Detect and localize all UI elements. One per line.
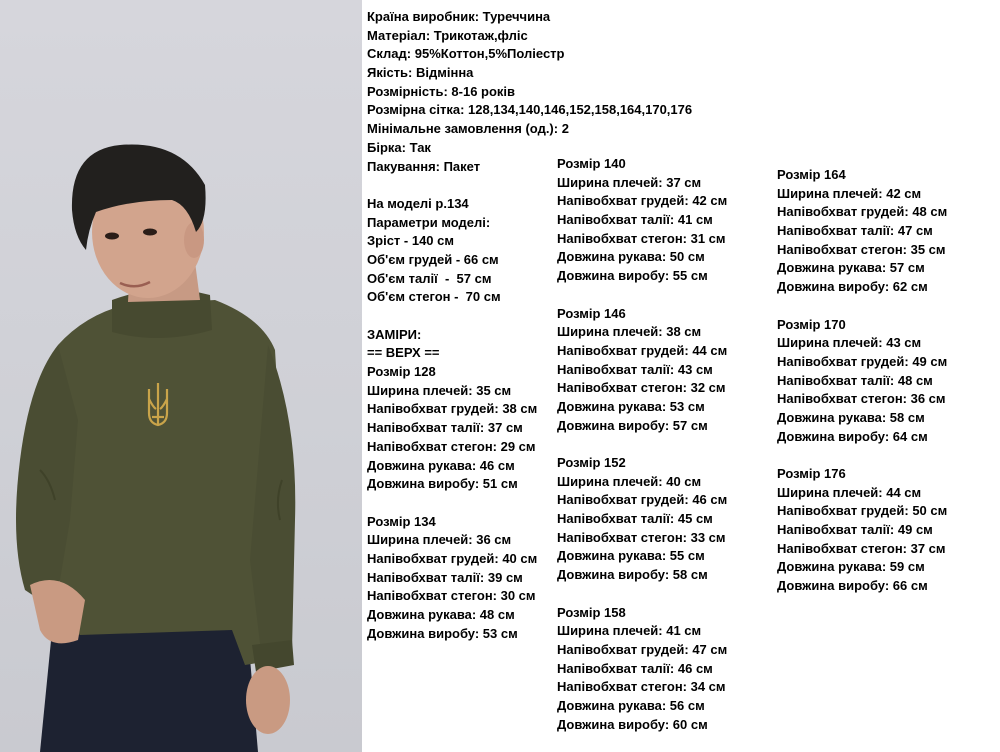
size-line: Ширина плечей: 41 см	[557, 623, 702, 639]
size-line: Напівобхват грудей: 46 см	[557, 492, 728, 508]
size-line: Ширина плечей: 44 см	[777, 484, 922, 500]
size-line: Напівобхват талії: 46 см	[557, 660, 713, 676]
measurements-section: == ВЕРХ ==	[367, 345, 440, 361]
size-line: Напівобхват грудей: 47 см	[557, 641, 728, 657]
size-line: Напівобхват стегон: 30 см	[367, 588, 536, 604]
size-block-158	[557, 604, 727, 735]
size-block-164	[777, 166, 947, 297]
size-line: Довжина виробу: 51 см	[367, 476, 518, 492]
size-line: Довжина виробу: 62 см	[777, 279, 928, 295]
size-line: Напівобхват стегон: 35 см	[777, 241, 946, 257]
size-line: Довжина рукава: 58 см	[777, 409, 925, 425]
size-line: Довжина рукава: 46 см	[367, 457, 515, 473]
size-title: Розмір 152	[557, 455, 626, 470]
sweatshirt	[58, 300, 290, 665]
size-title: Розмір 158	[557, 604, 626, 620]
size-line: Довжина виробу: 53 см	[367, 625, 518, 641]
size-line: Довжина виробу: 66 см	[777, 578, 928, 594]
size-line: Довжина рукава: 56 см	[557, 697, 705, 713]
model-illustration	[0, 0, 362, 752]
size-line: Напівобхват стегон: 37 см	[777, 540, 946, 556]
model-waist: Об'єм талії - 57 см	[367, 270, 492, 286]
tag: Бірка: Так	[367, 139, 431, 155]
size-line: Ширина плечей: 42 см	[777, 185, 922, 201]
min-order: Мінімальне замовлення (од.): 2	[367, 121, 569, 137]
size-line: Довжина рукава: 57 см	[777, 260, 925, 276]
model-params-title: Параметри моделі:	[367, 214, 491, 230]
size-line: Напівобхват талії: 43 см	[557, 361, 713, 377]
size-line: Ширина плечей: 43 см	[777, 335, 922, 351]
size-line: Напівобхват стегон: 32 см	[557, 380, 726, 396]
size-grid: Розмірна сітка: 128,134,140,146,152,158,164,170,176	[367, 102, 693, 118]
size-title: Розмір 140	[557, 156, 626, 171]
size-line: Напівобхват талії: 37 см	[367, 420, 523, 436]
size-block-170	[777, 316, 947, 447]
size-block-146	[557, 305, 727, 436]
size-line: Напівобхват грудей: 48 см	[777, 204, 948, 220]
country: Країна виробник: Туреччина	[367, 9, 551, 24]
size-line: Напівобхват талії: 47 см	[777, 223, 933, 239]
size-line: Напівобхват стегон: 36 см	[777, 391, 946, 407]
size-line: Ширина плечей: 36 см	[367, 532, 512, 548]
size-line: Напівобхват грудей: 42 см	[557, 193, 728, 209]
size-title: Розмір 146	[557, 305, 626, 321]
size-line: Напівобхват стегон: 34 см	[557, 679, 726, 695]
size-line: Довжина рукава: 53 см	[557, 398, 705, 414]
size-line: Напівобхват талії: 41 см	[557, 212, 713, 228]
size-title: Розмір 134	[367, 513, 436, 529]
sizes-column-3	[777, 166, 947, 596]
size-line: Напівобхват грудей: 38 см	[367, 401, 538, 417]
size-line: Довжина рукава: 59 см	[777, 559, 925, 575]
size-line: Напівобхват талії: 48 см	[777, 372, 933, 388]
product-photo	[0, 0, 362, 752]
size-line: Ширина плечей: 38 см	[557, 324, 702, 340]
size-line: Довжина рукава: 55 см	[557, 548, 705, 564]
size-block-176	[777, 465, 947, 596]
size-line: Довжина рукава: 48 см	[367, 607, 515, 622]
size-line: Довжина виробу: 58 см	[557, 567, 708, 583]
size-line: Напівобхват талії: 45 см	[557, 511, 713, 527]
model-hips: Об'єм стегон - 70 см	[367, 289, 501, 305]
size-line: Довжина виробу: 60 см	[557, 716, 708, 732]
size-block-152	[557, 454, 727, 585]
packaging: Пакування: Пакет	[367, 158, 481, 174]
size-line: Довжина виробу: 57 см	[557, 417, 708, 433]
size-block-140	[557, 155, 727, 286]
size-line: Напівобхват грудей: 40 см	[367, 550, 538, 566]
size-line: Довжина виробу: 55 см	[557, 268, 708, 284]
composition: Склад: 95%Коттон,5%Поліестр	[367, 46, 565, 62]
size-line: Напівобхват грудей: 49 см	[777, 353, 948, 369]
size-line: Напівобхват стегон: 31 см	[557, 230, 726, 246]
size-line: Напівобхват грудей: 44 см	[557, 342, 728, 358]
size-line: Напівобхват грудей: 50 см	[777, 503, 948, 519]
size-line: Довжина виробу: 64 см	[777, 428, 928, 444]
size-line: Ширина плечей: 40 см	[557, 473, 702, 489]
size-line: Напівобхват талії: 39 см	[367, 569, 523, 585]
size-title: Розмір 176	[777, 466, 846, 481]
on-model: На моделі р.134	[367, 195, 469, 211]
model-chest: Об'єм грудей - 66 см	[367, 251, 499, 267]
size-line: Напівобхват стегон: 29 см	[367, 438, 536, 454]
measurements-title: ЗАМІРИ:	[367, 326, 422, 342]
age-range: Розмірність: 8-16 років	[367, 83, 516, 99]
size-line: Напівобхват стегон: 33 см	[557, 529, 726, 545]
size-title: Розмір 170	[777, 316, 846, 332]
size-line: Напівобхват талії: 49 см	[777, 522, 933, 538]
model-height: Зріст - 140 см	[367, 233, 454, 249]
size-line: Ширина плечей: 37 см	[557, 174, 702, 190]
size-line: Ширина плечей: 35 см	[367, 382, 512, 398]
sizes-column-2	[557, 155, 727, 734]
quality: Якість: Відмінна	[367, 65, 474, 81]
material: Матеріал: Трикотаж,фліс	[367, 27, 528, 43]
size-line: Довжина рукава: 50 см	[557, 249, 705, 265]
size-title: Розмір 128	[367, 364, 436, 380]
size-title: Розмір 164	[777, 167, 846, 182]
